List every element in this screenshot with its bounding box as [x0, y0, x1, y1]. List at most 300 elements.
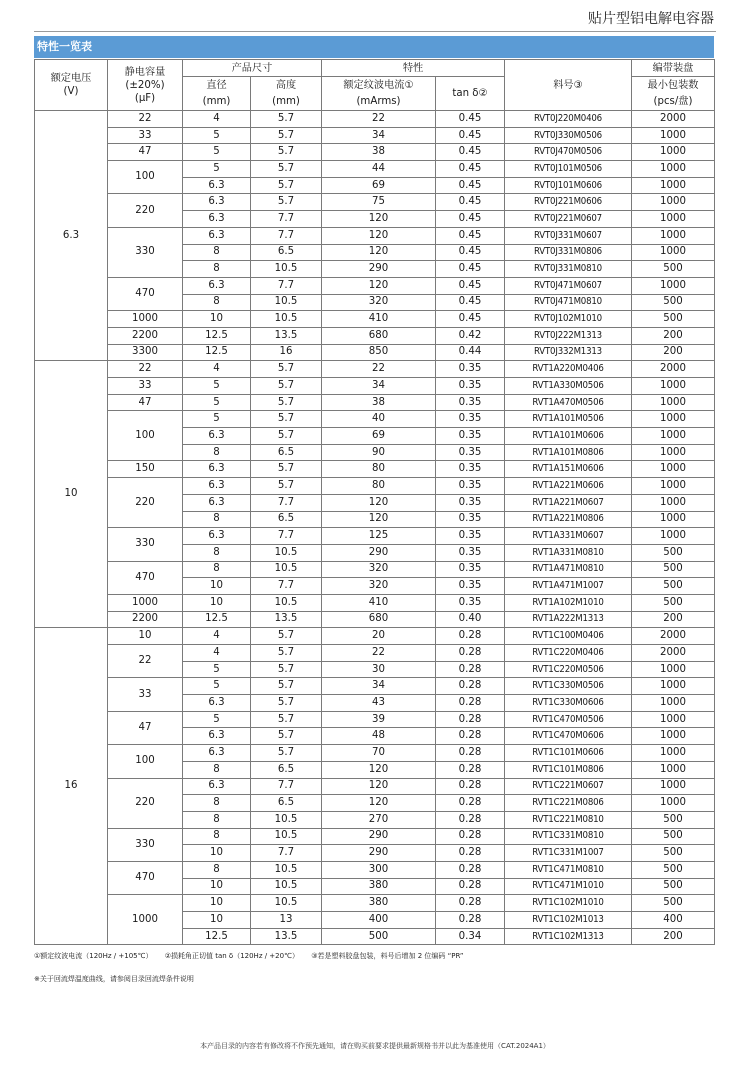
table-row: [35, 127, 715, 144]
min-pack-cell: 500: [632, 828, 715, 845]
table-row: [35, 161, 715, 178]
part-number-cell: RVT1C220M0506: [505, 661, 632, 678]
height-cell: 5.7: [251, 678, 322, 695]
table-row: [35, 678, 715, 695]
min-pack-cell: 1000: [632, 194, 715, 211]
height-cell: 5.7: [251, 194, 322, 211]
min-pack-cell: 1000: [632, 211, 715, 228]
diameter-cell: 12.5: [183, 928, 251, 945]
diameter-cell: 6.3: [183, 211, 251, 228]
capacitance-cell: 330: [108, 828, 183, 861]
diameter-cell: 6.3: [183, 277, 251, 294]
height-cell: 5.7: [251, 628, 322, 645]
ripple-current-cell: 90: [322, 444, 436, 461]
diameter-cell: 8: [183, 444, 251, 461]
ripple-current-cell: 22: [322, 111, 436, 128]
min-pack-cell: 2000: [632, 111, 715, 128]
ripple-current-cell: 680: [322, 327, 436, 344]
part-number-cell: RVT1C330M0506: [505, 678, 632, 695]
min-pack-cell: 500: [632, 811, 715, 828]
height-cell: 5.7: [251, 478, 322, 495]
table-row: [35, 227, 715, 244]
diameter-cell: 6.3: [183, 227, 251, 244]
part-number-cell: RVT1C102M1313: [505, 928, 632, 945]
diameter-cell: 6.3: [183, 478, 251, 495]
capacitance-cell: 330: [108, 227, 183, 277]
part-number-cell: RVT0J331M0607: [505, 227, 632, 244]
table-row: [35, 895, 715, 912]
tan-delta-cell: 0.35: [436, 461, 505, 478]
part-number-cell: RVT0J471M0607: [505, 277, 632, 294]
height-cell: 10.5: [251, 878, 322, 895]
ripple-current-cell: 39: [322, 711, 436, 728]
min-pack-cell: 500: [632, 845, 715, 862]
ripple-current-cell: 300: [322, 861, 436, 878]
ripple-current-cell: 270: [322, 811, 436, 828]
height-cell: 10.5: [251, 594, 322, 611]
diameter-cell: 5: [183, 661, 251, 678]
min-pack-cell: 1000: [632, 161, 715, 178]
part-number-cell: RVT0J101M0506: [505, 161, 632, 178]
part-number-cell: RVT0J221M0607: [505, 211, 632, 228]
diameter-cell: 12.5: [183, 327, 251, 344]
height-cell: 10.5: [251, 895, 322, 912]
part-number-cell: RVT1C330M0606: [505, 695, 632, 712]
page-footer: 本产品目录的内容若有修改将不作预先通知，请在购买前要求提供最新规格书并以此为基准使用（CAT.2024A1）: [200, 1042, 550, 1050]
footnote-3: ③若是塑料胶盘包装，料号后增加 2 位编码 “PR”: [311, 952, 464, 960]
part-number-cell: RVT0J222M1313: [505, 327, 632, 344]
part-number-cell: RVT1C471M1010: [505, 878, 632, 895]
diameter-cell: 4: [183, 361, 251, 378]
part-number-cell: RVT1C221M0810: [505, 811, 632, 828]
height-cell: 7.7: [251, 778, 322, 795]
min-pack-cell: 1000: [632, 778, 715, 795]
diameter-cell: 8: [183, 511, 251, 528]
ripple-current-cell: 69: [322, 428, 436, 445]
tan-delta-cell: 0.35: [436, 594, 505, 611]
tan-delta-cell: 0.45: [436, 244, 505, 261]
tan-delta-cell: 0.44: [436, 344, 505, 361]
header-part-number: 料号③: [505, 60, 632, 111]
tan-delta-cell: 0.28: [436, 711, 505, 728]
table-row: [35, 528, 715, 545]
tan-delta-cell: 0.42: [436, 327, 505, 344]
min-pack-cell: 500: [632, 294, 715, 311]
min-pack-cell: 1000: [632, 711, 715, 728]
footnote-reflow: ※关于回流焊温度曲线，请参阅目录回流焊条件说明: [34, 975, 194, 983]
tan-delta-cell: 0.28: [436, 628, 505, 645]
section-title-bar: 特性一览表: [34, 36, 714, 58]
diameter-cell: 10: [183, 878, 251, 895]
min-pack-cell: 200: [632, 928, 715, 945]
tan-delta-cell: 0.45: [436, 161, 505, 178]
ripple-current-cell: 70: [322, 745, 436, 762]
min-pack-cell: 500: [632, 311, 715, 328]
height-cell: 5.7: [251, 177, 322, 194]
height-cell: 6.5: [251, 761, 322, 778]
part-number-cell: RVT1A221M0607: [505, 494, 632, 511]
ripple-current-cell: 120: [322, 277, 436, 294]
ripple-current-cell: 75: [322, 194, 436, 211]
tan-delta-cell: 0.28: [436, 845, 505, 862]
header-tan-delta: tan δ②: [436, 77, 505, 111]
capacitance-cell: 22: [108, 645, 183, 678]
part-number-cell: RVT1A470M0506: [505, 394, 632, 411]
table-row: [35, 711, 715, 728]
part-number-cell: RVT1C100M0406: [505, 628, 632, 645]
height-cell: 7.7: [251, 528, 322, 545]
diameter-cell: 8: [183, 811, 251, 828]
table-row: [35, 277, 715, 294]
capacitance-cell: 1000: [108, 594, 183, 611]
ripple-current-cell: 44: [322, 161, 436, 178]
part-number-cell: RVT0J330M0506: [505, 127, 632, 144]
capacitance-cell: 33: [108, 127, 183, 144]
part-number-cell: RVT1C102M1010: [505, 895, 632, 912]
tan-delta-cell: 0.28: [436, 728, 505, 745]
capacitance-cell: 47: [108, 144, 183, 161]
diameter-cell: 6.3: [183, 494, 251, 511]
part-number-cell: RVT0J221M0606: [505, 194, 632, 211]
min-pack-cell: 500: [632, 878, 715, 895]
capacitance-cell: 150: [108, 461, 183, 478]
ripple-current-cell: 40: [322, 411, 436, 428]
diameter-cell: 5: [183, 127, 251, 144]
part-number-cell: RVT1C102M1013: [505, 912, 632, 929]
ripple-current-cell: 34: [322, 378, 436, 395]
diameter-cell: 4: [183, 645, 251, 662]
part-number-cell: RVT1C471M0810: [505, 861, 632, 878]
rated-voltage-cell: 10: [35, 361, 108, 628]
tan-delta-cell: 0.28: [436, 761, 505, 778]
ripple-current-cell: 290: [322, 845, 436, 862]
height-cell: 5.7: [251, 428, 322, 445]
tan-delta-cell: 0.28: [436, 795, 505, 812]
ripple-current-cell: 48: [322, 728, 436, 745]
part-number-cell: RVT1C101M0606: [505, 745, 632, 762]
table-row: [35, 828, 715, 845]
tan-delta-cell: 0.28: [436, 661, 505, 678]
min-pack-cell: 1000: [632, 494, 715, 511]
header-height: 高度 (mm): [251, 77, 322, 111]
header-capacitance: 静电容量 (±20%) (μF): [108, 60, 183, 111]
diameter-cell: 10: [183, 845, 251, 862]
ripple-current-cell: 22: [322, 645, 436, 662]
height-cell: 5.7: [251, 645, 322, 662]
height-cell: 10.5: [251, 544, 322, 561]
part-number-cell: RVT1A221M0606: [505, 478, 632, 495]
footnote-1: ①额定纹波电流（120Hz / +105℃）: [34, 952, 153, 960]
height-cell: 5.7: [251, 661, 322, 678]
diameter-cell: 8: [183, 544, 251, 561]
ripple-current-cell: 400: [322, 912, 436, 929]
height-cell: 10.5: [251, 261, 322, 278]
diameter-cell: 8: [183, 561, 251, 578]
diameter-cell: 10: [183, 912, 251, 929]
tan-delta-cell: 0.45: [436, 127, 505, 144]
tan-delta-cell: 0.45: [436, 144, 505, 161]
table-row: [35, 645, 715, 662]
capacitance-cell: 33: [108, 678, 183, 711]
diameter-cell: 5: [183, 411, 251, 428]
header-tape-reel: 编带装盘: [632, 60, 715, 77]
min-pack-cell: 1000: [632, 511, 715, 528]
capacitance-cell: 33: [108, 378, 183, 395]
tan-delta-cell: 0.28: [436, 778, 505, 795]
ripple-current-cell: 125: [322, 528, 436, 545]
min-pack-cell: 500: [632, 544, 715, 561]
ripple-current-cell: 380: [322, 878, 436, 895]
tan-delta-cell: 0.35: [436, 511, 505, 528]
min-pack-cell: 1000: [632, 244, 715, 261]
table-row: [35, 111, 715, 128]
min-pack-cell: 500: [632, 594, 715, 611]
capacitance-cell: 2200: [108, 327, 183, 344]
height-cell: 10.5: [251, 811, 322, 828]
part-number-cell: RVT1C221M0607: [505, 778, 632, 795]
part-number-cell: RVT1A471M0810: [505, 561, 632, 578]
min-pack-cell: 1000: [632, 144, 715, 161]
tan-delta-cell: 0.45: [436, 227, 505, 244]
capacitance-cell: 330: [108, 528, 183, 561]
rated-voltage-cell: 16: [35, 628, 108, 945]
part-number-cell: RVT0J331M0810: [505, 261, 632, 278]
part-number-cell: RVT1A102M1010: [505, 594, 632, 611]
table-row: [35, 411, 715, 428]
part-number-cell: RVT1A101M0606: [505, 428, 632, 445]
tan-delta-cell: 0.45: [436, 194, 505, 211]
min-pack-cell: 1000: [632, 127, 715, 144]
tan-delta-cell: 0.45: [436, 277, 505, 294]
table-row: [35, 311, 715, 328]
min-pack-cell: 1000: [632, 428, 715, 445]
part-number-cell: RVT1A221M0806: [505, 511, 632, 528]
diameter-cell: 8: [183, 761, 251, 778]
diameter-cell: 5: [183, 161, 251, 178]
diameter-cell: 10: [183, 311, 251, 328]
height-cell: 5.7: [251, 411, 322, 428]
min-pack-cell: 1000: [632, 761, 715, 778]
height-cell: 5.7: [251, 461, 322, 478]
diameter-cell: 8: [183, 828, 251, 845]
header-characteristics: 特性: [322, 60, 505, 77]
part-number-cell: RVT1A331M0607: [505, 528, 632, 545]
ripple-current-cell: 500: [322, 928, 436, 945]
footnote-2: ②损耗角正切值 tan δ（120Hz / +20℃）: [164, 952, 299, 960]
footnotes: [34, 951, 473, 961]
diameter-cell: 5: [183, 378, 251, 395]
capacitance-cell: 220: [108, 194, 183, 227]
capacitance-cell: 100: [108, 161, 183, 194]
part-number-cell: RVT1C331M1007: [505, 845, 632, 862]
height-cell: 5.7: [251, 378, 322, 395]
ripple-current-cell: 290: [322, 261, 436, 278]
min-pack-cell: 1000: [632, 394, 715, 411]
table-row: [35, 745, 715, 762]
part-number-cell: RVT1A471M1007: [505, 578, 632, 595]
ripple-current-cell: 34: [322, 678, 436, 695]
min-pack-cell: 1000: [632, 444, 715, 461]
part-number-cell: RVT0J471M0810: [505, 294, 632, 311]
ripple-current-cell: 80: [322, 478, 436, 495]
min-pack-cell: 1000: [632, 745, 715, 762]
table-row: [35, 194, 715, 211]
table-row: [35, 861, 715, 878]
ripple-current-cell: 38: [322, 144, 436, 161]
table-row: [35, 461, 715, 478]
tan-delta-cell: 0.35: [436, 528, 505, 545]
table-row: [35, 394, 715, 411]
capacitance-cell: 22: [108, 111, 183, 128]
ripple-current-cell: 290: [322, 828, 436, 845]
height-cell: 6.5: [251, 444, 322, 461]
tan-delta-cell: 0.40: [436, 611, 505, 628]
height-cell: 7.7: [251, 845, 322, 862]
diameter-cell: 5: [183, 394, 251, 411]
table-row: [35, 144, 715, 161]
title-divider: [34, 31, 716, 32]
table-row: [35, 611, 715, 628]
ripple-current-cell: 22: [322, 361, 436, 378]
table-row: [35, 344, 715, 361]
diameter-cell: 6.3: [183, 695, 251, 712]
tan-delta-cell: 0.28: [436, 895, 505, 912]
height-cell: 5.7: [251, 711, 322, 728]
tan-delta-cell: 0.35: [436, 394, 505, 411]
min-pack-cell: 2000: [632, 645, 715, 662]
ripple-current-cell: 410: [322, 311, 436, 328]
tan-delta-cell: 0.35: [436, 561, 505, 578]
height-cell: 13.5: [251, 327, 322, 344]
ripple-current-cell: 290: [322, 544, 436, 561]
table-body: [35, 111, 715, 945]
min-pack-cell: 1000: [632, 695, 715, 712]
height-cell: 5.7: [251, 695, 322, 712]
min-pack-cell: 1000: [632, 478, 715, 495]
diameter-cell: 6.3: [183, 528, 251, 545]
ripple-current-cell: 120: [322, 211, 436, 228]
part-number-cell: RVT1A151M0606: [505, 461, 632, 478]
ripple-current-cell: 120: [322, 761, 436, 778]
part-number-cell: RVT0J332M1313: [505, 344, 632, 361]
diameter-cell: 6.3: [183, 461, 251, 478]
part-number-cell: RVT1A101M0506: [505, 411, 632, 428]
header-size: 产品尺寸: [183, 60, 322, 77]
diameter-cell: 8: [183, 795, 251, 812]
height-cell: 13.5: [251, 611, 322, 628]
part-number-cell: RVT0J331M0806: [505, 244, 632, 261]
height-cell: 5.7: [251, 111, 322, 128]
diameter-cell: 8: [183, 261, 251, 278]
min-pack-cell: 1000: [632, 227, 715, 244]
height-cell: 5.7: [251, 728, 322, 745]
min-pack-cell: 500: [632, 861, 715, 878]
diameter-cell: 5: [183, 144, 251, 161]
ripple-current-cell: 120: [322, 244, 436, 261]
ripple-current-cell: 43: [322, 695, 436, 712]
diameter-cell: 6.3: [183, 728, 251, 745]
table-row: [35, 778, 715, 795]
height-cell: 10.5: [251, 828, 322, 845]
height-cell: 7.7: [251, 494, 322, 511]
diameter-cell: 6.3: [183, 778, 251, 795]
ripple-current-cell: 20: [322, 628, 436, 645]
tan-delta-cell: 0.35: [436, 361, 505, 378]
capacitance-cell: 1000: [108, 311, 183, 328]
table-row: [35, 561, 715, 578]
height-cell: 5.7: [251, 161, 322, 178]
diameter-cell: 10: [183, 594, 251, 611]
min-pack-cell: 200: [632, 611, 715, 628]
diameter-cell: 6.3: [183, 177, 251, 194]
part-number-cell: RVT1C331M0810: [505, 828, 632, 845]
part-number-cell: RVT1A222M1313: [505, 611, 632, 628]
min-pack-cell: 1000: [632, 678, 715, 695]
part-number-cell: RVT0J220M0406: [505, 111, 632, 128]
table-row: [35, 594, 715, 611]
diameter-cell: 8: [183, 294, 251, 311]
capacitance-cell: 47: [108, 711, 183, 744]
min-pack-cell: 1000: [632, 728, 715, 745]
part-number-cell: RVT1C470M0506: [505, 711, 632, 728]
diameter-cell: 8: [183, 861, 251, 878]
header-rated-voltage: 额定电压 (V): [35, 60, 108, 111]
tan-delta-cell: 0.28: [436, 878, 505, 895]
height-cell: 6.5: [251, 244, 322, 261]
tan-delta-cell: 0.35: [436, 411, 505, 428]
ripple-current-cell: 320: [322, 294, 436, 311]
ripple-current-cell: 380: [322, 895, 436, 912]
part-number-cell: RVT1A220M0406: [505, 361, 632, 378]
min-pack-cell: 2000: [632, 361, 715, 378]
tan-delta-cell: 0.28: [436, 828, 505, 845]
capacitance-cell: 2200: [108, 611, 183, 628]
diameter-cell: 12.5: [183, 344, 251, 361]
ripple-current-cell: 410: [322, 594, 436, 611]
height-cell: 5.7: [251, 127, 322, 144]
ripple-current-cell: 120: [322, 227, 436, 244]
diameter-cell: 10: [183, 895, 251, 912]
tan-delta-cell: 0.28: [436, 861, 505, 878]
min-pack-cell: 500: [632, 895, 715, 912]
rated-voltage-cell: 6.3: [35, 111, 108, 361]
min-pack-cell: 1000: [632, 461, 715, 478]
ripple-current-cell: 69: [322, 177, 436, 194]
min-pack-cell: 500: [632, 261, 715, 278]
capacitance-cell: 22: [108, 361, 183, 378]
height-cell: 5.7: [251, 144, 322, 161]
ripple-current-cell: 120: [322, 778, 436, 795]
table-row: [35, 378, 715, 395]
ripple-current-cell: 34: [322, 127, 436, 144]
header-min-pack: 最小包装数 (pcs/盘): [632, 77, 715, 111]
diameter-cell: 5: [183, 711, 251, 728]
tan-delta-cell: 0.35: [436, 444, 505, 461]
part-number-cell: RVT0J470M0506: [505, 144, 632, 161]
tan-delta-cell: 0.35: [436, 428, 505, 445]
ripple-current-cell: 320: [322, 561, 436, 578]
min-pack-cell: 1000: [632, 528, 715, 545]
height-cell: 5.7: [251, 394, 322, 411]
part-number-cell: RVT1A331M0810: [505, 544, 632, 561]
part-number-cell: RVT1C470M0606: [505, 728, 632, 745]
part-number-cell: RVT1C220M0406: [505, 645, 632, 662]
tan-delta-cell: 0.28: [436, 645, 505, 662]
capacitance-cell: 100: [108, 411, 183, 461]
tan-delta-cell: 0.35: [436, 578, 505, 595]
tan-delta-cell: 0.34: [436, 928, 505, 945]
min-pack-cell: 200: [632, 344, 715, 361]
